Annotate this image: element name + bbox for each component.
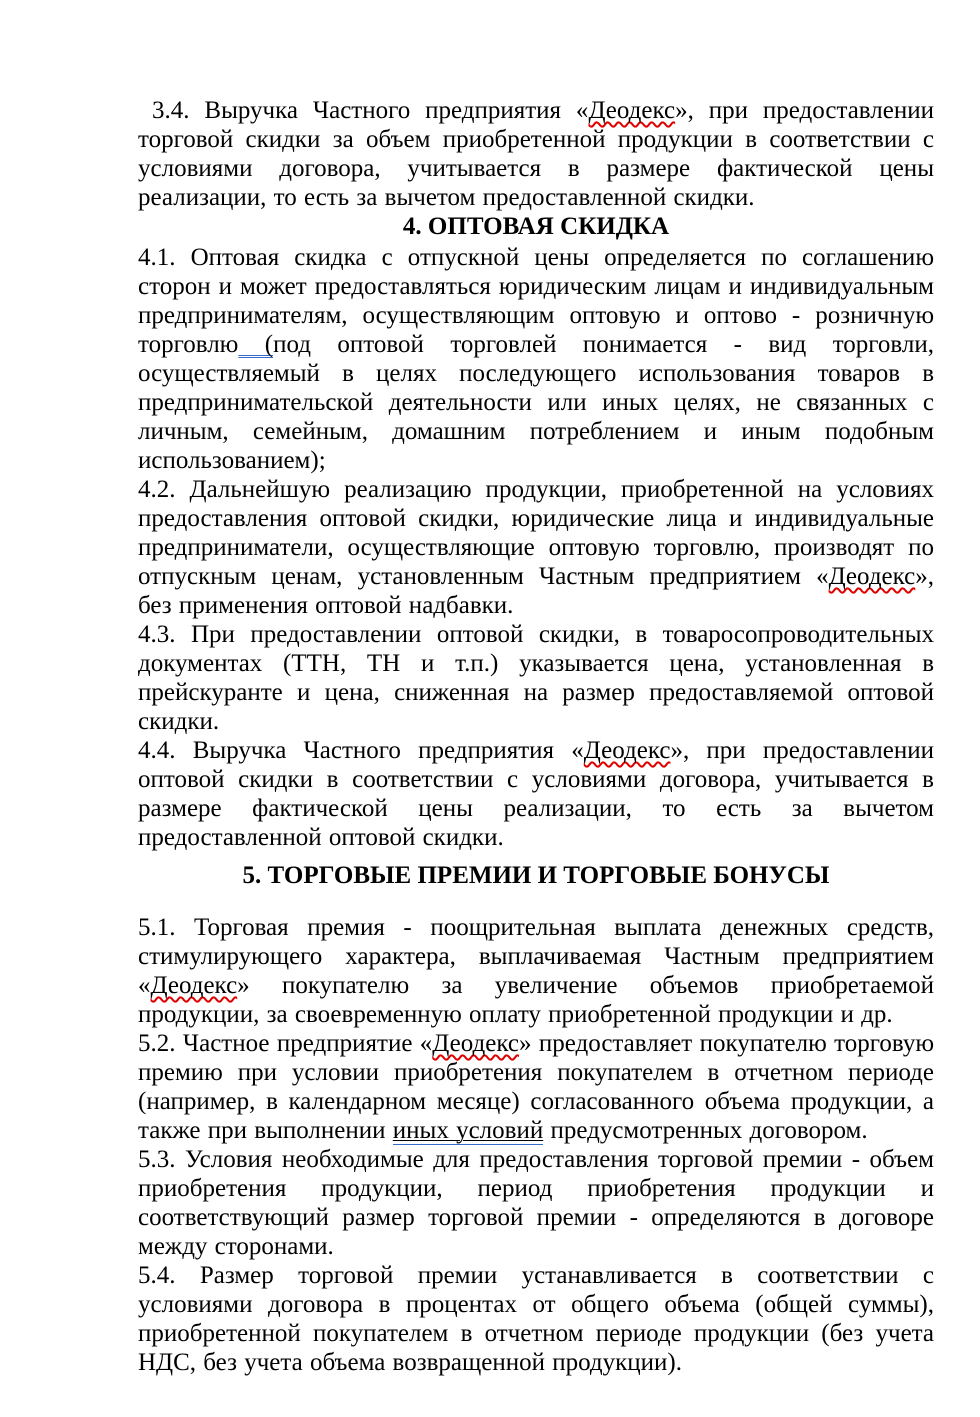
paragraph-5-4: [138, 1261, 942, 1377]
spell-marked-text: Деодекс: [588, 97, 676, 124]
paragraph-4-1: [138, 243, 942, 475]
heading-text: 5. ТОРГОВЫЕ ПРЕМИИ И ТОРГОВЫЕ БОНУСЫ: [242, 862, 830, 889]
text-run: предусмотренных договором.: [543, 1117, 868, 1144]
text-run: » предоставляет покупателю торговую премию при условии приобретения покупателем в отчетном периоде (например, в календарном месяце) согласованного объема продукции, а также при выполнении: [138, 1030, 942, 1144]
text-run: 5.3. Условия необходимые для предоставления торговой премии - объем приобретения продукции, период приобретения продукции и соответствующий размер торговой премии - определяются в договоре между сторонами.: [138, 1146, 942, 1260]
document-content: [138, 96, 942, 1377]
uline-grammar-marked-text: иных условий: [392, 1117, 544, 1144]
paragraph-5-3: [138, 1145, 942, 1261]
text-run: 5.4. Размер торговой премии устанавливается в соответствии с условиями договора в процентах от общего объема (общей суммы), приобретенной покупателем в отчетном периоде продукции (без учета НДС, без учета объема возвращенной продукции).: [138, 1262, 942, 1376]
grammar-marked-text: (: [238, 331, 274, 358]
text-run: под оптовой торговлей понимается - вид торговли, осуществляемый в целях последующего использования товаров в предпринимательской деятельности или иных целях, не связанных с личным, семейным, домашним потреблением и иным подобным использованием);: [138, 331, 942, 474]
section-heading-4: [138, 212, 934, 241]
text-run: 4.4. Выручка Частного предприятия «: [138, 737, 584, 764]
paragraph-4-4: [138, 736, 942, 852]
spell-marked-text: Деодекс: [583, 737, 671, 764]
paragraph-4-2: [138, 475, 942, 620]
section-heading-5: [138, 861, 934, 890]
spell-marked-text: Деодекс: [828, 563, 916, 590]
spell-marked-text: Деодекс: [432, 1030, 519, 1057]
text-run: 4.2. Дальнейшую реализацию продукции, приобретенной на условиях предоставления оптовой скидки, юридические лица и индивидуальные предприниматели, осуществляющие оптовую торговлю, производят по отпускным ценам, установленным Частным предприятием «: [138, 476, 942, 590]
paragraph-4-3: [138, 620, 942, 736]
text-run: 3.4. Выручка Частного предприятия «: [152, 97, 589, 124]
heading-text: 4. ОПТОВАЯ СКИДКА: [402, 213, 670, 240]
text-run: 4.1. Оптовая скидка с отпускной цены определяется по соглашению сторон и может предоставляться юридическим лицам и индивидуальным предпринимателям, осуществляющим оптовую и оптово - розничную торговлю: [138, 244, 942, 358]
text-run: » покупателю за увеличение объемов приобретаемой продукции, за своевременную оплату приобретенной продукции и др.: [138, 972, 942, 1028]
text-run: », без применения оптовой надбавки.: [138, 563, 942, 619]
text-run: 4.3. При предоставлении оптовой скидки, в товаросопроводительных документах (ТТН, ТН и т.п.) указывается цена, установленная в прейскуранте и цена, сниженная на размер предоставляемой оптовой скидки.: [138, 621, 942, 735]
text-run: », при предоставлении оптовой скидки в соответствии с условиями договора, учитывается в размере фактической цены реализации, то есть за вычетом предоставленной оптовой скидки.: [138, 737, 942, 851]
text-run: 5.2. Частное предприятие «: [138, 1030, 433, 1057]
paragraph-5-2: [138, 1029, 942, 1145]
paragraph-5-1: [138, 913, 942, 1029]
text-run: », при предоставлении торговой скидки за объем приобретенной продукции в соответствии с условиями договора, учитывается в размере фактической цены реализации, то есть за вычетом предоставленной скидки.: [138, 97, 942, 211]
spell-marked-text: Деодекс: [150, 972, 238, 999]
paragraph-3-4: [138, 96, 942, 212]
text-run: 5.1. Торговая премия - поощрительная выплата денежных средств, стимулирующего характера, выплачиваемая Частным предприятием «: [138, 914, 942, 999]
